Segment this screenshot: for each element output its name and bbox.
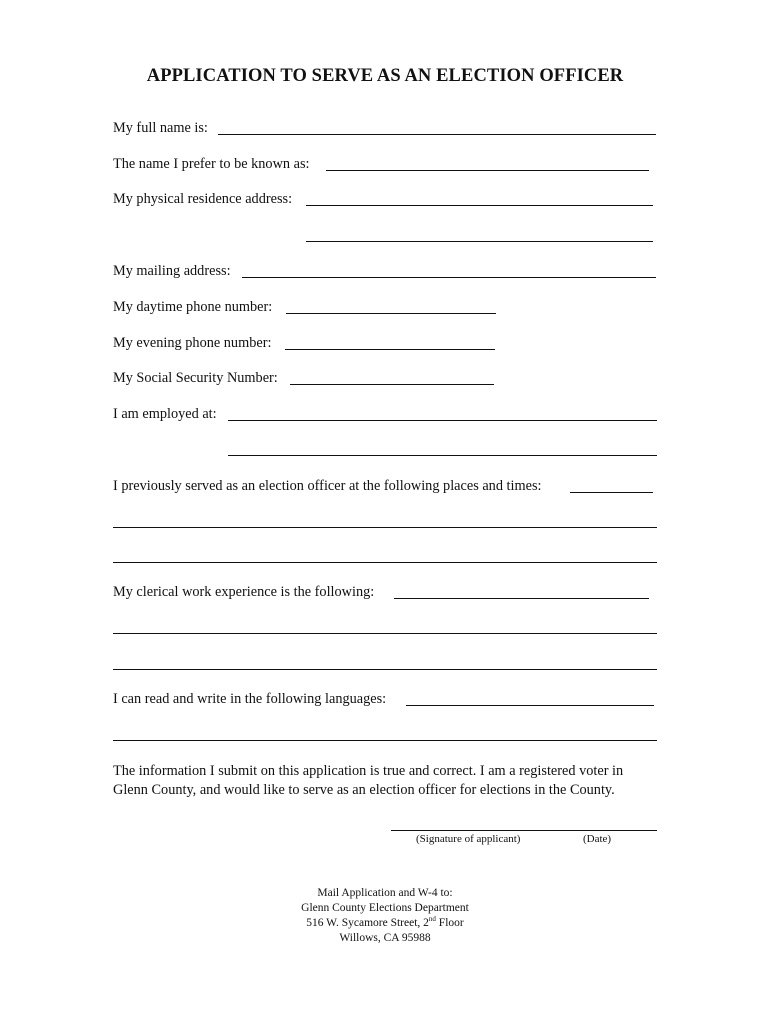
ssn-label: My Social Security Number: xyxy=(113,370,278,386)
employer-field[interactable] xyxy=(228,420,657,421)
physical-address-label: My physical residence address: xyxy=(113,191,293,207)
certification-statement xyxy=(113,762,661,800)
clerical-experience-field-line3[interactable] xyxy=(113,669,657,670)
physical-address-field[interactable] xyxy=(306,205,653,206)
mailing-address-field[interactable] xyxy=(242,277,656,278)
clerical-experience-label: My clerical work experience is the following: xyxy=(113,584,375,600)
mailing-instructions xyxy=(0,886,770,946)
statement-line-2: Glenn County, and would like to serve as an election officer for elections in the County. xyxy=(113,782,615,798)
date-label: (Date) xyxy=(583,833,612,845)
mail-to-line-4: Willows, CA 95988 xyxy=(339,932,431,944)
previous-service-label: I previously served as an election officer at the following places and times: xyxy=(113,478,542,494)
employer-field-line2[interactable] xyxy=(228,455,657,456)
evening-phone-field[interactable] xyxy=(285,349,495,350)
mail-to-floor-suffix: nd xyxy=(428,915,436,924)
languages-label: I can read and write in the following languages: xyxy=(113,691,387,707)
preferred-name-field[interactable] xyxy=(326,170,649,171)
evening-phone-label: My evening phone number: xyxy=(113,335,272,351)
form-title: APPLICATION TO SERVE AS AN ELECTION OFFICER xyxy=(146,66,624,86)
daytime-phone-label: My daytime phone number: xyxy=(113,299,273,315)
full-name-field[interactable] xyxy=(218,134,656,135)
statement-line-1: The information I submit on this application is true and correct. I am a registered voter in xyxy=(113,763,624,779)
clerical-experience-field-line2[interactable] xyxy=(113,633,657,634)
mail-to-line-2: Glenn County Elections Department xyxy=(301,902,469,914)
mail-to-line-3 xyxy=(0,916,770,931)
signature-label: (Signature of applicant) xyxy=(416,833,521,845)
mailing-address-label: My mailing address: xyxy=(113,263,231,279)
mail-to-street: 516 W. Sycamore Street, 2 xyxy=(306,917,429,929)
previous-service-field[interactable] xyxy=(570,492,653,493)
previous-service-field-line3[interactable] xyxy=(113,562,657,563)
full-name-label: My full name is: xyxy=(113,120,208,136)
languages-field-line2[interactable] xyxy=(113,740,657,741)
mail-to-floor: Floor xyxy=(435,917,464,929)
clerical-experience-field[interactable] xyxy=(394,598,649,599)
previous-service-field-line2[interactable] xyxy=(113,527,657,528)
mail-to-line-1: Mail Application and W-4 to: xyxy=(317,887,453,899)
languages-field[interactable] xyxy=(406,705,654,706)
signature-field[interactable] xyxy=(391,830,657,831)
daytime-phone-field[interactable] xyxy=(286,313,496,314)
preferred-name-label: The name I prefer to be known as: xyxy=(113,156,310,172)
physical-address-field-line2[interactable] xyxy=(306,241,653,242)
employer-label: I am employed at: xyxy=(113,406,217,422)
ssn-field[interactable] xyxy=(290,384,494,385)
